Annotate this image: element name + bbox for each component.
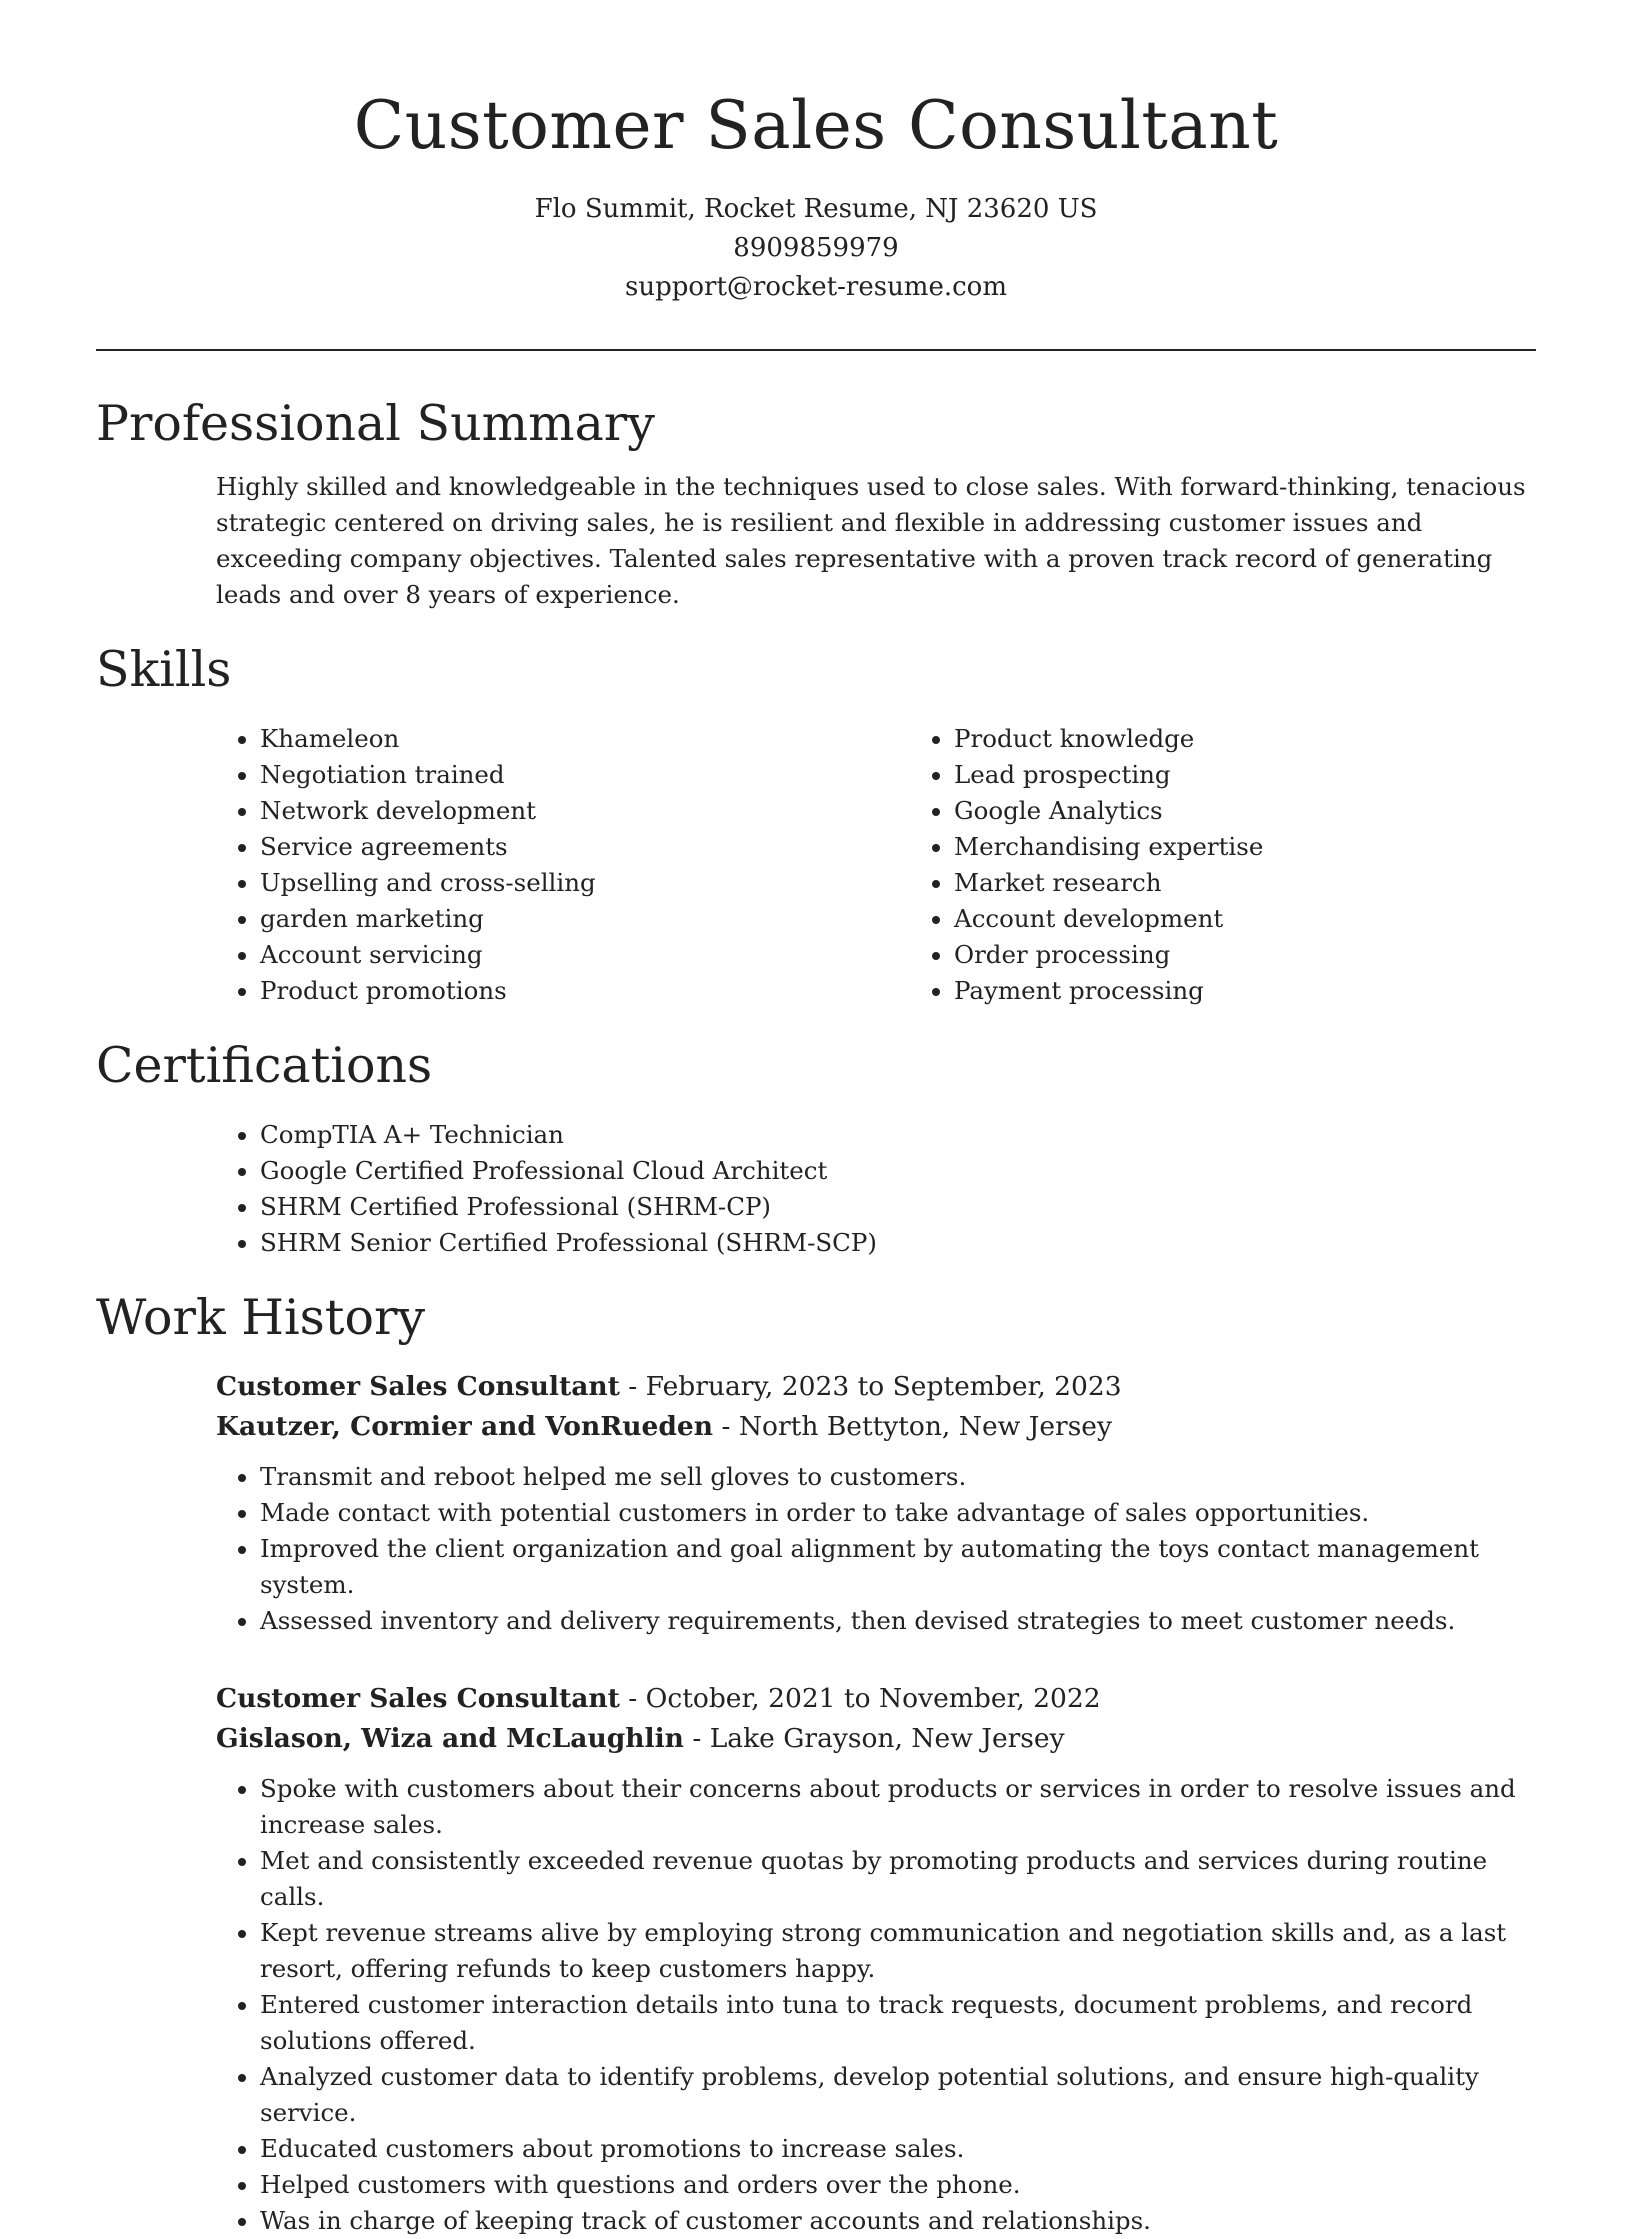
certifications-list [216,1117,1536,1261]
skill-item: • Service agreements [260,829,910,865]
address: Flo Summit, Rocket Resume, NJ 23620 US [534,194,1098,224]
job-entry [216,1679,1536,2239]
skill-item: • Market research [954,865,1604,901]
job-title-line [216,1679,1536,1719]
resume-header [96,0,1536,307]
job-location: - Lake Grayson, New Jersey [683,1723,1065,1754]
contact-info [96,190,1536,307]
certifications-block [216,1117,1536,1261]
summary-text: Highly skilled and knowledgeable in the techniques used to close sales. With forward-thinking, tenacious strategic centered on driving sales, he is resilient and flexible in addressing customer issues and exceeding company objectives. Talented sales representative with a proven track record of generating leads and over 8 years of experience. [216,472,1526,609]
skill-item: • Google Analytics [954,793,1604,829]
job-company: Gislason, Wiza and McLaughlin [216,1723,684,1754]
certification-item: • CompTIA A+ Technician [260,1117,1536,1153]
job-bullet: • Improved the client organization and goal alignment by automating the toys contact management system. [260,1531,1536,1603]
skill-item: • Product promotions [260,973,910,1009]
job-bullet: • Transmit and reboot helped me sell gloves to customers. [260,1459,1536,1495]
skills-columns [216,721,1536,1009]
job-location: - North Bettyton, New Jersey [713,1411,1112,1442]
job-company-line [216,1407,1536,1447]
job-bullet: • Made contact with potential customers in order to take advantage of sales opportunities. [260,1495,1536,1531]
summary-heading: Professional Summary [96,395,655,452]
skill-item: • Khameleon [260,721,910,757]
skill-item: • Merchandising expertise [954,829,1604,865]
job-bullet: • Helped customers with questions and orders over the phone. [260,2167,1536,2203]
job-bullets [216,1771,1536,2239]
job-company-line [216,1719,1536,1759]
work-history-heading: Work History [96,1289,426,1346]
job-title-line [216,1367,1536,1407]
candidate-name: Customer Sales Consultant [353,87,1279,164]
certification-item: • SHRM Senior Certified Professional (SHRM-SCP) [260,1225,1536,1261]
skills-right-list [910,721,1604,1009]
skill-item: • garden marketing [260,901,910,937]
skills-heading: Skills [96,641,232,698]
job-bullet: • Entered customer interaction details into tuna to track requests, document problems, and record solutions offered. [260,1987,1536,2059]
certifications-heading: Certifications [96,1037,433,1094]
skill-item: • Negotiation trained [260,757,910,793]
email: support@rocket-resume.com [624,272,1007,302]
skill-item: • Order processing [954,937,1604,973]
job-dates: - October, 2021 to November, 2022 [619,1683,1101,1714]
skill-item: • Account servicing [260,937,910,973]
certification-item: • SHRM Certified Professional (SHRM-CP) [260,1189,1536,1225]
skill-item: • Lead prospecting [954,757,1604,793]
job-role: Customer Sales Consultant [216,1371,620,1402]
skills-left-list [216,721,910,1009]
job-bullet: • Analyzed customer data to identify problems, develop potential solutions, and ensure high-quality service. [260,2059,1536,2131]
header-divider [96,349,1536,351]
job-company: Kautzer, Cormier and VonRueden [216,1411,714,1442]
certification-item: • Google Certified Professional Cloud Architect [260,1153,1536,1189]
job-entry [216,1367,1536,1639]
skill-item: • Upselling and cross-selling [260,865,910,901]
job-bullet: • Kept revenue streams alive by employing strong communication and negotiation skills and, as a last resort, offering refunds to keep customers happy. [260,1915,1536,1987]
job-bullet: • Spoke with customers about their concerns about products or services in order to resolve issues and increase sales. [260,1771,1536,1843]
job-bullet: • Assessed inventory and delivery requirements, then devised strategies to meet customer needs. [260,1603,1536,1639]
skill-item: • Account development [954,901,1604,937]
job-bullets [216,1459,1536,1639]
job-bullet: • Was in charge of keeping track of customer accounts and relationships. [260,2203,1536,2239]
phone: 8909859979 [733,233,899,263]
job-role: Customer Sales Consultant [216,1683,620,1714]
skill-item: • Product knowledge [954,721,1604,757]
job-dates: - February, 2023 to September, 2023 [619,1371,1122,1402]
job-bullet: • Met and consistently exceeded revenue quotas by promoting products and services during routine calls. [260,1843,1536,1915]
job-bullet: • Educated customers about promotions to increase sales. [260,2131,1536,2167]
skill-item: • Payment processing [954,973,1604,1009]
skill-item: • Network development [260,793,910,829]
